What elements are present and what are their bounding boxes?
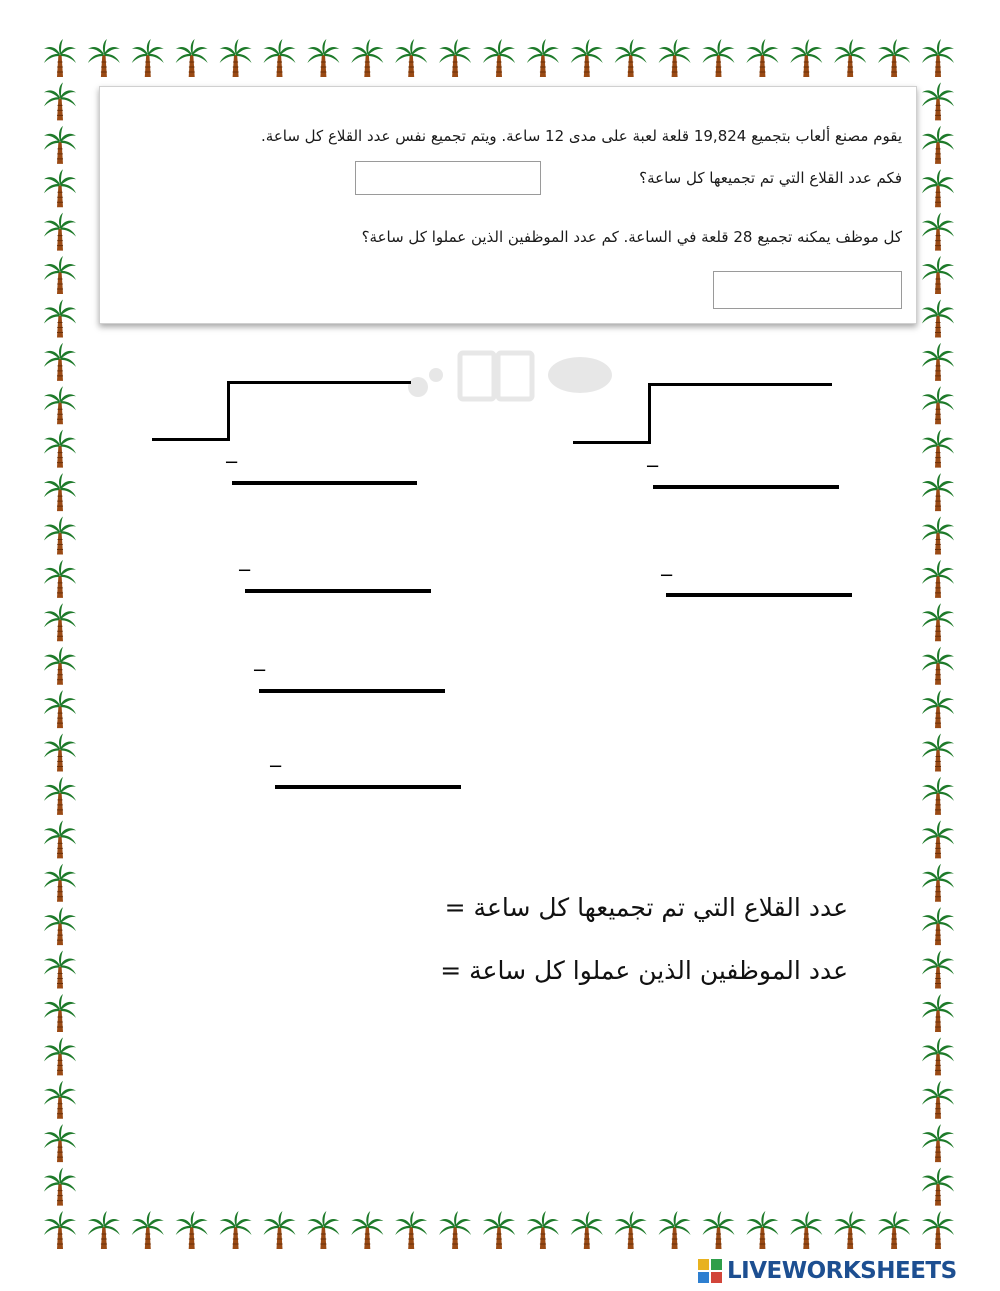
- palm-tree-icon: [922, 734, 954, 772]
- palm-tree-icon: [44, 820, 76, 858]
- subtraction-line: [232, 481, 417, 485]
- palm-tree-icon: [44, 734, 76, 772]
- palm-tree-icon: [571, 39, 603, 77]
- subtraction-line: [653, 485, 839, 489]
- palm-tree-icon: [176, 39, 208, 77]
- palm-tree-icon: [834, 39, 866, 77]
- palm-tree-icon: [44, 82, 76, 120]
- subtraction-line: [666, 593, 852, 597]
- palm-tree-icon: [44, 299, 76, 337]
- palm-tree-icon: [922, 864, 954, 902]
- minus-sign: −: [268, 756, 284, 777]
- palm-tree-icon: [307, 1211, 339, 1249]
- palm-tree-icon: [44, 690, 76, 728]
- division-bracket: [227, 381, 230, 441]
- palm-tree-icon: [439, 1211, 471, 1249]
- palm-tree-icon: [44, 907, 76, 945]
- palm-tree-icon: [44, 430, 76, 468]
- palm-tree-icon: [878, 1211, 910, 1249]
- palm-tree-icon: [44, 951, 76, 989]
- palm-tree-icon: [264, 39, 296, 77]
- palm-tree-icon: [44, 603, 76, 641]
- palm-tree-icon: [922, 1168, 954, 1206]
- division-baseline: [152, 438, 230, 441]
- palm-tree-icon: [132, 39, 164, 77]
- subtraction-line: [245, 589, 431, 593]
- palm-tree-icon: [615, 1211, 647, 1249]
- palm-tree-icon: [922, 169, 954, 207]
- division-quotient-line: [648, 383, 832, 386]
- liveworksheets-logo-icon: [697, 1258, 723, 1284]
- palm-tree-icon: [44, 1168, 76, 1206]
- question-employees: كل موظف يمكنه تجميع 28 قلعة في الساعة. كم عدد الموظفين الذين عملوا كل ساعة؟: [361, 228, 902, 246]
- palm-tree-icon: [659, 1211, 691, 1249]
- palm-tree-icon: [922, 343, 954, 381]
- palm-tree-icon: [922, 907, 954, 945]
- palm-tree-icon: [922, 386, 954, 424]
- palm-tree-icon: [44, 473, 76, 511]
- palm-tree-icon: [44, 39, 76, 77]
- subtraction-line: [259, 689, 445, 693]
- result-employees-per-hour: عدد الموظفين الذين عملوا كل ساعة =: [440, 956, 848, 985]
- palm-tree-icon: [922, 994, 954, 1032]
- division-bracket: [648, 383, 651, 444]
- palm-tree-icon: [220, 1211, 252, 1249]
- palm-tree-icon: [922, 777, 954, 815]
- palm-tree-icon: [922, 560, 954, 598]
- palm-tree-icon: [439, 39, 471, 77]
- palm-tree-icon: [395, 1211, 427, 1249]
- subtraction-line: [275, 785, 461, 789]
- minus-sign: −: [659, 565, 675, 586]
- palm-tree-icon: [483, 39, 515, 77]
- palm-tree-icon: [922, 820, 954, 858]
- watermark-illustration: [390, 345, 650, 405]
- palm-tree-icon: [351, 1211, 383, 1249]
- palm-tree-icon: [264, 1211, 296, 1249]
- palm-tree-icon: [922, 516, 954, 554]
- palm-tree-icon: [659, 39, 691, 77]
- palm-tree-icon: [44, 169, 76, 207]
- minus-sign: −: [252, 660, 268, 681]
- palm-tree-icon: [922, 1124, 954, 1162]
- palm-tree-icon: [922, 256, 954, 294]
- palm-tree-icon: [132, 1211, 164, 1249]
- palm-tree-icon: [44, 560, 76, 598]
- problem-statement: يقوم مصنع ألعاب بتجميع 19,824 قلعة لعبة على مدى 12 ساعة. ويتم تجميع نفس عدد القلاع كل ساعة.: [261, 127, 902, 145]
- palm-tree-icon: [351, 39, 383, 77]
- palm-tree-icon: [44, 1124, 76, 1162]
- palm-tree-icon: [703, 39, 735, 77]
- question-castles-per-hour: فكم عدد القلاع التي تم تجميعها كل ساعة؟: [639, 169, 902, 187]
- answer-input-castles[interactable]: [355, 161, 541, 195]
- palm-tree-icon: [220, 39, 252, 77]
- palm-tree-icon: [615, 39, 647, 77]
- problem-card: [99, 86, 917, 324]
- palm-tree-icon: [922, 603, 954, 641]
- minus-sign: −: [237, 560, 253, 581]
- palm-tree-icon: [922, 1081, 954, 1119]
- palm-tree-icon: [307, 39, 339, 77]
- division-quotient-line: [227, 381, 411, 384]
- palm-tree-icon: [44, 386, 76, 424]
- palm-tree-icon: [922, 473, 954, 511]
- palm-tree-icon: [44, 647, 76, 685]
- palm-tree-icon: [44, 516, 76, 554]
- minus-sign: −: [645, 456, 661, 477]
- palm-tree-icon: [527, 1211, 559, 1249]
- result-castles-per-hour: عدد القلاع التي تم تجميعها كل ساعة =: [444, 893, 848, 922]
- division-baseline: [573, 441, 651, 444]
- liveworksheets-brand: [697, 1254, 957, 1288]
- minus-sign: −: [224, 452, 240, 473]
- palm-tree-icon: [44, 1081, 76, 1119]
- palm-tree-icon: [922, 1037, 954, 1075]
- palm-tree-icon: [571, 1211, 603, 1249]
- palm-tree-icon: [790, 39, 822, 77]
- palm-tree-icon: [790, 1211, 822, 1249]
- brand-name: LIVEWORKSHEETS: [727, 1258, 957, 1284]
- palm-tree-icon: [922, 690, 954, 728]
- palm-tree-icon: [703, 1211, 735, 1249]
- palm-tree-icon: [44, 864, 76, 902]
- palm-tree-icon: [922, 213, 954, 251]
- palm-tree-icon: [746, 1211, 778, 1249]
- palm-tree-icon: [44, 1037, 76, 1075]
- palm-tree-icon: [922, 647, 954, 685]
- palm-tree-icon: [44, 213, 76, 251]
- palm-tree-icon: [922, 82, 954, 120]
- palm-tree-icon: [44, 994, 76, 1032]
- palm-tree-icon: [746, 39, 778, 77]
- palm-tree-icon: [88, 39, 120, 77]
- palm-tree-icon: [922, 39, 954, 77]
- palm-tree-icon: [44, 126, 76, 164]
- palm-tree-icon: [88, 1211, 120, 1249]
- palm-tree-icon: [922, 126, 954, 164]
- palm-tree-icon: [176, 1211, 208, 1249]
- palm-tree-icon: [44, 343, 76, 381]
- palm-tree-icon: [878, 39, 910, 77]
- palm-tree-icon: [395, 39, 427, 77]
- palm-tree-icon: [922, 430, 954, 468]
- palm-tree-icon: [44, 256, 76, 294]
- palm-tree-icon: [922, 951, 954, 989]
- palm-tree-icon: [922, 299, 954, 337]
- palm-tree-icon: [44, 777, 76, 815]
- palm-tree-icon: [834, 1211, 866, 1249]
- palm-tree-icon: [527, 39, 559, 77]
- answer-input-employees[interactable]: [713, 271, 902, 309]
- palm-tree-icon: [44, 1211, 76, 1249]
- palm-tree-icon: [483, 1211, 515, 1249]
- palm-tree-icon: [922, 1211, 954, 1249]
